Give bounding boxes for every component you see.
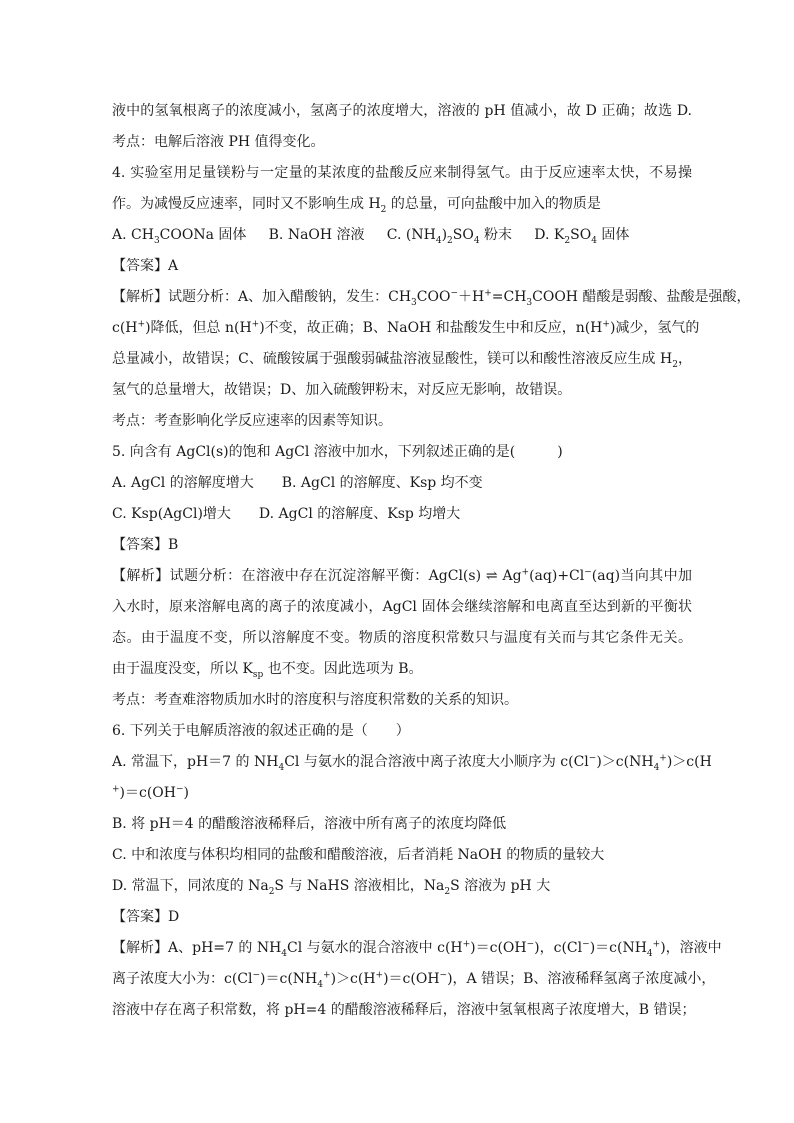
text-line: c(H+)降低，但总 n(H+)不变，故正确；B、NaOH 和盐酸发生中和反应，n(H+)减少，氢气的 bbox=[112, 319, 700, 336]
text-line: A. $CH_3COONa$ 固体 B. NaOH 溶液 C. $(NH_4)_2SO_4$ 粉末 D. $K_2SO_4$ 固体 bbox=[112, 227, 630, 246]
text-line: 液中的氢氧根离子的浓度减小，氢离子的浓度增大，溶液的 pH 值减小，故 D 正确；故选 D. bbox=[112, 103, 692, 119]
text-line: 考点：电解后溶液 PH 值得变化。 bbox=[112, 134, 325, 150]
text-line: 6. 下列关于电解质溶液的叙述正确的是（ ） bbox=[112, 723, 410, 739]
text-line: 氢气的总量增大，故错误；D、加入硫酸钾粉末，对反应无影响，故错误。 bbox=[112, 382, 572, 398]
text-line: 【解析】试题分析：在溶液中存在沉淀溶解平衡：AgCl(s) ⇌ Ag+(aq)+Cl−(aq)当向其中加 bbox=[112, 567, 693, 584]
text-line: 作。为减慢反应速率，同时又不影响生成 $H_2$ 的总量，可向盐酸中加入的物质是 bbox=[112, 196, 601, 215]
text-line: 【解析】试题分析：A、加入醋酸钠，发生：$CH_3COO^-+H^+=CH_3COOH$ 醋酸是弱酸、盐酸是强酸， bbox=[112, 288, 751, 308]
text-line: 离子浓度大小为：$c(Cl^-)=c(NH_4^+)>c(H^+)=c(OH^-)$，A 错误；B、溶液稀释氢离子浓度减小， bbox=[112, 970, 716, 990]
text-line: 考点：考查影响化学反应速率的因素等知识。 bbox=[112, 413, 392, 429]
text-line: 溶液中存在离子积常数，将 pH=4 的醋酸溶液稀释后，溶液中氢氧根离子浓度增大，B 错误； bbox=[112, 1002, 696, 1018]
text-line: 【答案】B bbox=[112, 537, 179, 553]
text-line: 【答案】D bbox=[112, 909, 180, 925]
text-line: D. 常温下，同浓度的 $Na_2S$ 与 NaHS 溶液相比，$Na_2S$ 溶液为 pH 大 bbox=[112, 878, 551, 897]
text-line: 5. 向含有 AgCl(s)的饱和 AgCl 溶液中加水，下列叙述正确的是( ) bbox=[112, 444, 563, 460]
text-line: 【解析】A、pH=7 的 $NH_4Cl$ 与氨水的混合溶液中 c(H+)＝c(OH−)，$c(Cl^-)=c(NH_4^+)$，溶液中 bbox=[112, 939, 722, 959]
text-line: 【答案】A bbox=[112, 258, 179, 274]
text-line: 由于温度没变，所以 $K_{sp}$ 也不变。因此选项为 B。 bbox=[112, 661, 423, 680]
text-line: B. 将 pH＝4 的醋酸溶液稀释后，溶液中所有离子的浓度均降低 bbox=[112, 816, 507, 832]
document-body bbox=[112, 96, 751, 1026]
text-line: 态。由于温度不变，所以溶解度不变。物质的溶度积常数只与温度有关而与其它条件无关。 bbox=[112, 630, 692, 646]
text-line: 入水时，原来溶解电离的离子的浓度减小，AgCl 固体会继续溶解和电离直至达到新的平衡状 bbox=[112, 599, 692, 615]
text-line: 4. 实验室用足量镁粉与一定量的某浓度的盐酸反应来制得氢气。由于反应速率太快，不易操 bbox=[112, 165, 692, 181]
text-line: 考点：考查难溶物质加水时的溶度积与溶度积常数的关系的知识。 bbox=[112, 692, 518, 708]
text-line: A. AgCl 的溶解度增大 B. AgCl 的溶解度、Ksp 均不变 bbox=[112, 475, 483, 491]
text-line: 总量减小，故错误；C、硫酸铵属于强酸弱碱盐溶液显酸性，镁可以和酸性溶液反应生成 $H_2$， bbox=[112, 351, 693, 370]
text-line: C. Ksp(AgCl)增大 D. AgCl 的溶解度、Ksp 均增大 bbox=[112, 506, 461, 522]
text-line: A. 常温下，pH＝7 的 $NH_4Cl$ 与氨水的混合溶液中离子浓度大小顺序为 $c(Cl^-)>c(NH_4^+)>c(H$ bbox=[112, 753, 712, 773]
text-line: C. 中和浓度与体积均相同的盐酸和醋酸溶液，后者消耗 NaOH 的物质的量较大 bbox=[112, 847, 605, 863]
text-line: +)＝c(OH−) bbox=[112, 784, 190, 801]
